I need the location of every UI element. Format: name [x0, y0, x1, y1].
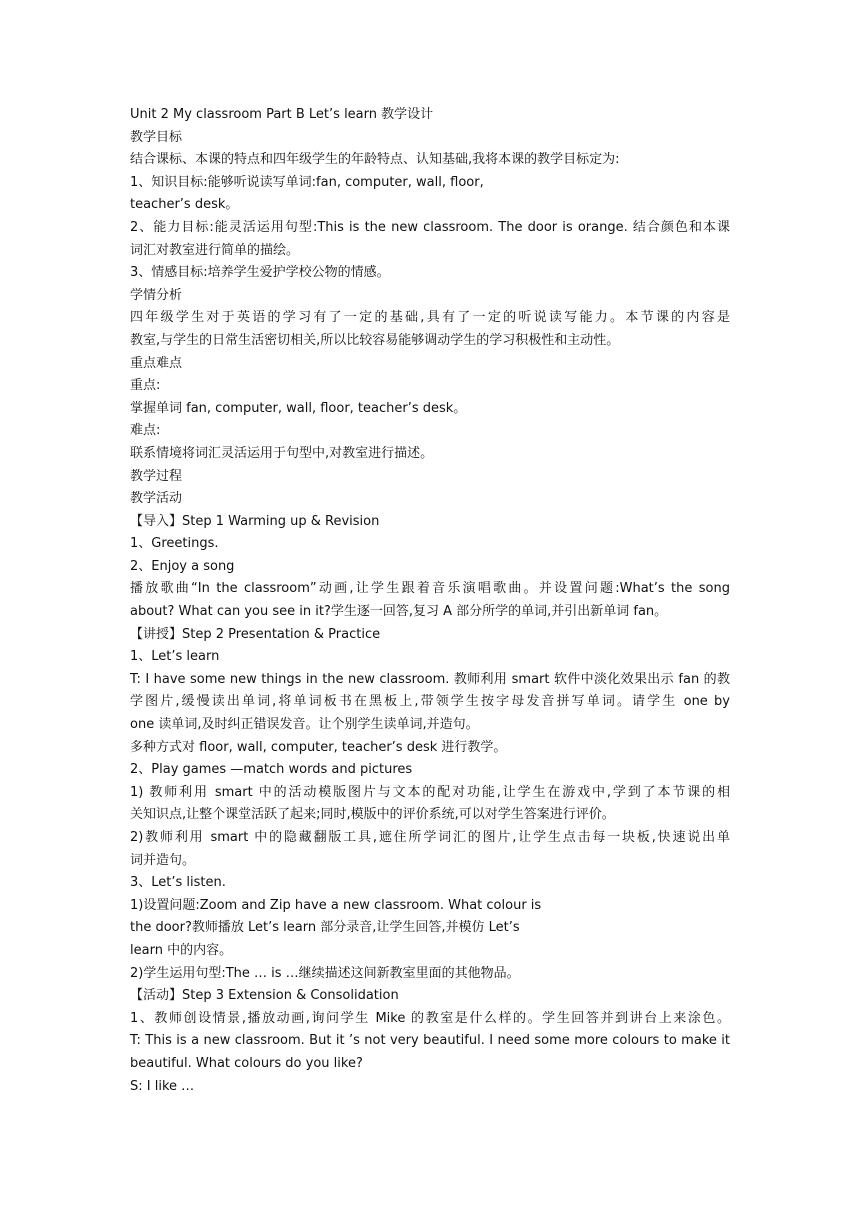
- text-line: T: This is a new classroom. But it ’s not very beautiful. I need some more colours to make it: [130, 1033, 730, 1049]
- text-line: 词并造句。: [130, 852, 196, 868]
- text-line: 【活动】Step 3 Extension & Consolidation: [130, 988, 399, 1004]
- text-line: 1、Greetings.: [130, 536, 219, 552]
- text-line: 掌握单词 fan, computer, wall, floor, teacher’s desk。: [130, 400, 467, 416]
- text-line: learn 中的内容。: [130, 942, 233, 958]
- text-line: 四年级学生对于英语的学习有了一定的基础,具有了一定的听说读写能力。本节课的内容是: [130, 310, 730, 326]
- text-line: the door?教师播放 Let’s learn 部分录音,让学生回答,并模仿 Let’s: [130, 920, 520, 936]
- text-line: 【导入】Step 1 Warming up & Revision: [130, 513, 380, 529]
- text-line: 【讲授】Step 2 Presentation & Practice: [130, 626, 381, 642]
- text-line: 1) 教师利用 smart 中的活动模版图片与文本的配对功能,让学生在游戏中,学到了本节课的相: [130, 784, 730, 800]
- text-line: 1、知识目标:能够听说读写单词:fan, computer, wall, floor,: [130, 174, 484, 190]
- text-line: 3、情感目标:培养学生爱护学校公物的情感。: [130, 265, 390, 281]
- text-line: 教学活动: [130, 491, 183, 507]
- text-line: S: I like …: [130, 1078, 195, 1094]
- document-page: [130, 104, 730, 1098]
- text-line: 2)教师利用 smart 中的隐藏翻版工具,遮住所学词汇的图片,让学生点击每一块板,快速说出单: [130, 830, 730, 845]
- text-line: teacher’s desk。: [130, 197, 239, 213]
- text-line: 1)设置问题:Zoom and Zip have a new classroom. What colour is: [130, 897, 542, 913]
- text-line: 1、Let’s learn: [130, 649, 220, 665]
- text-line: 词汇对教室进行简单的描绘。: [130, 242, 300, 258]
- text-line: 2、能力目标:能灵活运用句型:This is the new classroom. The door is orange. 结合颜色和本课: [130, 219, 730, 235]
- text-line: 关知识点,让整个课堂活跃了起来;同时,模版中的评价系统,可以对学生答案进行评价。: [130, 807, 615, 823]
- text-line: 2)学生运用句型:The … is …继续描述这间新教室里面的其他物品。: [130, 965, 520, 981]
- text-line: 1、教师创设情景,播放动画,询问学生 Mike 的教室是什么样的。学生回答并到讲台上来涂色。: [130, 1010, 730, 1026]
- text-line: T: I have some new things in the new classroom. 教师利用 smart 软件中淡化效果出示 fan 的教: [130, 671, 730, 687]
- text-line: Unit 2 My classroom Part B Let’s learn 教学设计: [130, 107, 434, 122]
- text-line: 播放歌曲“In the classroom”动画,让学生跟着音乐演唱歌曲。并设置问题:What’s the song: [130, 581, 730, 597]
- text-line: 学情分析: [130, 287, 183, 303]
- text-line: 教学目标: [130, 129, 183, 145]
- text-line: 2、Play games —match words and pictures: [130, 762, 413, 778]
- text-line: about? What can you see in it?学生逐一回答,复习 A 部分所学的单词,并引出新单词 fan。: [130, 604, 668, 620]
- text-line: 2、Enjoy a song: [130, 558, 235, 574]
- text-line: 难点:: [130, 423, 161, 439]
- text-line: 多种方式对 floor, wall, computer, teacher’s desk 进行教学。: [130, 739, 507, 755]
- text-line: 教学过程: [130, 468, 183, 484]
- text-line: 重点难点: [130, 355, 183, 371]
- text-line: beautiful. What colours do you like?: [130, 1055, 363, 1071]
- text-line: 教室,与学生的日常生活密切相关,所以比较容易能够调动学生的学习积极性和主动性。: [130, 332, 620, 348]
- text-line: 联系情境将词汇灵活运用于句型中,对教室进行描述。: [130, 445, 434, 461]
- text-line: 重点:: [130, 378, 161, 394]
- text-line: 结合课标、本课的特点和四年级学生的年龄特点、认知基础,我将本课的教学目标定为:: [130, 152, 620, 168]
- text-line: 3、Let’s listen.: [130, 875, 226, 891]
- text-line: one 读单词,及时纠正错误发音。让个别学生读单词,并造句。: [130, 717, 479, 733]
- text-line: 学图片,缓慢读出单词,将单词板书在黑板上,带领学生按字母发音拼写单词。请学生 one by: [130, 694, 730, 710]
